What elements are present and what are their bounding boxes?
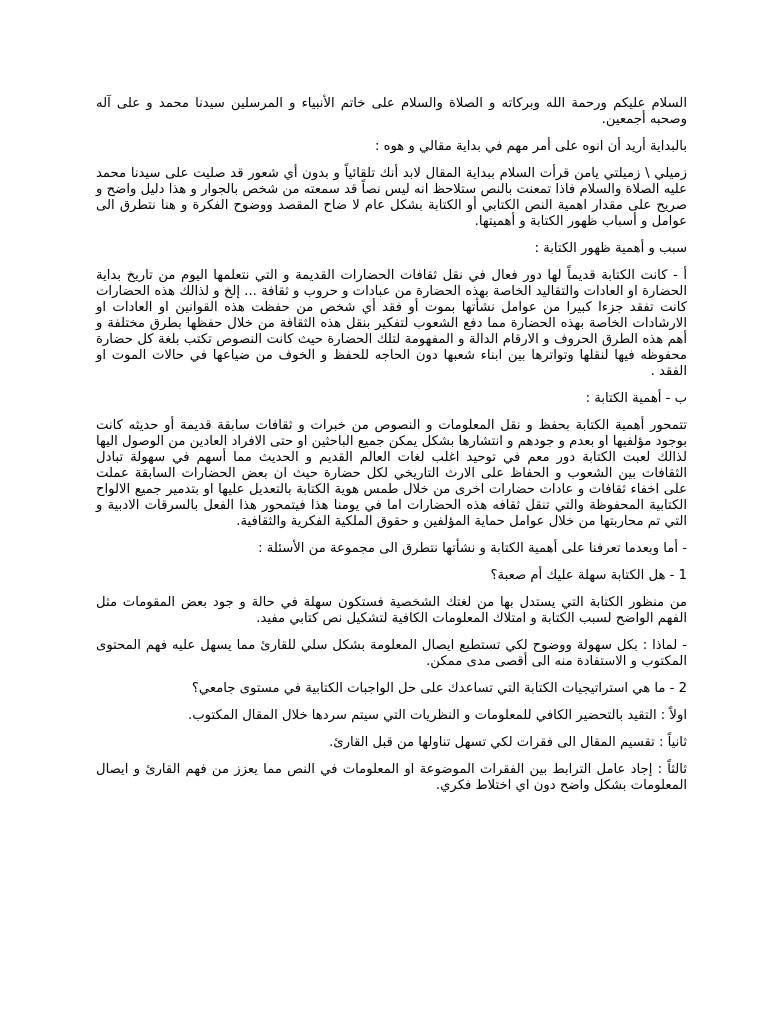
section-heading-origin: سبب و أهمية ظهور الكتابة : xyxy=(534,241,687,256)
strategy-third: ثالثاً : إجاد عامل الترابط بين الفقرات الموضوعة او المعلومات في النص مما يعزز من فهم القارئ و ايصال المعلومات بشكل واضح دون اي اختلاط فكري. xyxy=(96,762,687,793)
strategy-second: ثانياً : تقسيم المقال الى فقرات لكي تسهل تناولها من قبل القارئ. xyxy=(329,735,687,750)
document-page xyxy=(96,96,687,805)
answer-1: من منظور الكتابة التي يستدل بها من لغتك الشخصية فستكون سهلة في حالة و جود بعض المقومات مثل الفهم الواضح لسبب الكتابة و امتلاك المعلومات الكافية لتشكيل نص كتابي مفيد. xyxy=(96,595,687,626)
question-2: 2 - ما هي استراتيجيات الكتابة التي تساعدك على حل الواجبات الكتابية في مستوى جامعي؟ xyxy=(191,681,687,696)
questions-intro: - أما وبعدما تعرفنا على أهمية الكتابة و نشأتها نتطرق الى مجموعة من الأسئلة : xyxy=(258,541,687,556)
intro-note: بالبداية أريد أن انوه على أمر مهم في بداية مقالي و هوه : xyxy=(374,139,687,154)
answer-1-why: - لماذا : بكل سهولة ووضوح لكي تستطيع ايصال المعلومة بشكل سلي للقارئ مما يسهل عليه فهم المحتوى المكتوب و الاستفادة منه الى أقصى مدى ممكن. xyxy=(96,638,687,669)
origin-paragraph: أ - كانت الكتابة قديماً لها دور فعال في نقل ثقافات الحضارات القديمة و التي نتعلمها اليوم من تاريخ بداية الحضارة او العادات والتقاليد الخاصة بهذه الحضارة من عبادات و حروب و ثقافة ... إلخ و لذالك هذه الحضارات كانت تفقد جزءا كبيرا من عوامل نشأتها بموت أو فقد أي شخص من حفظت هذه القوانين او العادات او الارشادات الخاصة بهذه الحضارة مما دفع الشعوب لتفكير بنقل هذه الثقافة من خلال حفظها بطرق مختلفة و أهم هذه الطرق الحروف و الارقام الدالة و المفهومة لتلك الحضارة حيث كانت النصوص تكتب بلغة كل حضارة محفوظه فيها لنقلها وتواترها بين ابناء شعبها دون الحاجه للحفظ و الخوف من ضياعها في حالات الموت او الفقد . xyxy=(96,268,687,379)
intro-paragraph: زميلي \ زميلتي يامن قرأت السلام ببداية المقال لابد أنك تلقائياً و بدون أي شعور قد صليت على سيدنا محمد عليه الصلاة والسلام فاذا تمعنت بالنص ستلاحظ انه ليس نصاً قد سمعته من شخص بالجوار و هذا دليل واضح و صريح على مقدار اهمية النص الكتابي أو الكتابة بشكل عام لا ضاح المقصد ووضوح الفكرة و هنا نتطرق الى عوامل و أسباب ظهور الكتابة و أهميتها. xyxy=(96,166,687,229)
strategy-first: اولاً : التقيد بالتحضير الكافي للمعلومات و النظريات التي سيتم سردها خلال المقال المكتوب. xyxy=(188,708,687,723)
importance-paragraph: تتمحور أهمية الكتابة بحفظ و نقل المعلومات و النصوص من خبرات و ثقافات سابقة قديمة أو حديثه كانت بوجود مؤلفيها او بعدم و جودهم و انتشارها بشكل يمكن جميع الباحثين او حتى الافراد العادين من الوصول اليها لذالك لعبت الكتابة دور معم في توحيد اغلب لغات العالم القديم و الحديث مما أسهم في سهولة تبادل الثقافات بين الشعوب و الحفاظ على الارث التاريخي لكل حضارة حيث ان بعض الحضارات السابقة عملت على اخفاء ثقافات و عادات حضارات اخرى من خلال طمس هوية الكتابة بالتعديل عليها او بتدمير جميع الالواح الكتابية المحفوظة والتي تنقل ثقافه هذه الحضارات اما في يومنا هذا فيتمحور هذا الفعل بالسرقات الادبية و التي تم محاربتها من خلال عوامل حماية المؤلفين و حقوق الملكية الفكرية والثقافية. xyxy=(96,418,687,529)
section-heading-importance: ب - أهمية الكتابة : xyxy=(585,391,687,406)
question-1: 1 - هل الكتابة سهلة عليك أم صعبة؟ xyxy=(490,568,687,583)
greeting-paragraph: السلام عليكم ورحمة الله وبركاته و الصلاة والسلام على خاتم الأنبياء و المرسلين سيدنا محمد و على آله وصحبه أجمعين. xyxy=(96,96,687,127)
